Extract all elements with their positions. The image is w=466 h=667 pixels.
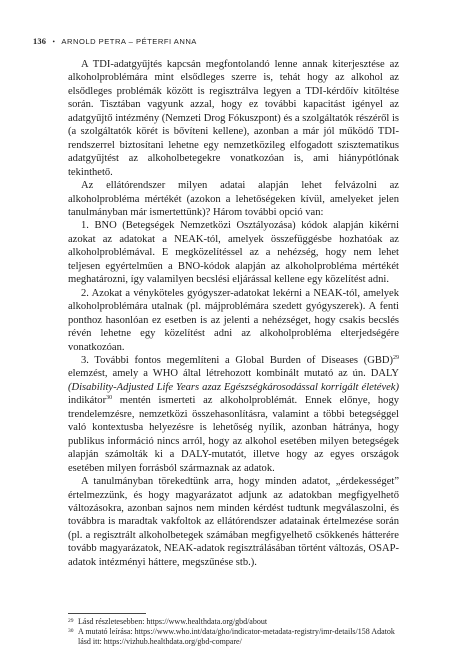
paragraph-option-1-bno: 1. BNO (Betegségek Nemzetközi Osztályozása) kódok alapján kikérni azokat az adatokat a NEAK-tól, amelyek összefüggésbe hozhatóak az alkoholproblémával. E megközelítéssel az a nehézség, hogy nem lehet teljesen egyértelműen a BNO-kódok alapján az alkoholprobléma mértékét meghatározni, így valamilyen becslési eljárással kellene egy közelítést adni. xyxy=(68,220,399,286)
footnote-30 xyxy=(68,627,399,647)
footnote-ref-30[interactable]: 30 xyxy=(106,395,113,402)
paragraph-ellatorendszer: Az ellátórendszer milyen adatai alapján lehet felvázolni az alkoholprobléma mértékét (azokon a lehetőségeken kívül, amelyeket jelen tanulmányban már ismertettünk)? Három további opció van: xyxy=(68,180,399,218)
p3-text-d: mentén ismerteti az alkoholproblémát. Ennek előnye, hogy trendelemzésre, nemzetközi összehasonlításra, valamint a többi betegséggel való kontextusba helyezésre is lehetőség nyílik, azonban hátránya, hogy publikus információ nincs arról, hogy az alkohol esetében milyen betegségek alapján számolták ki a DALY-mutatót, illetve hogy az egyes országok esetében milyen forrásból származnak az adatok. xyxy=(68,395,399,474)
p3-text-b: elemzést, amely a WHO által létrehozott kombinált mutató az ún. DALY xyxy=(68,368,399,380)
header-authors: ARNOLD PETRA – PÉTERFI ANNA xyxy=(61,37,197,46)
footnote-number: 29 xyxy=(68,618,74,624)
footnotes xyxy=(68,617,399,648)
p3-text-a: 3. További fontos megemlíteni a Global Burden of Diseases (GBD) xyxy=(81,354,393,366)
p3-italic-daly: (Disability-Adjusted Life Years azaz Egészségkárosodással korrigált életévek) xyxy=(68,381,399,393)
footnote-text: Lásd részletesebben: https://www.healthdata.org/gbd/about xyxy=(78,617,268,626)
paragraph-conclusion: A tanulmányban törekedtünk arra, hogy minden adatot, „érdekességet” értelmezzünk, és hogy magyarázatot adjunk az adatokban megfigyelhető változásokra, azonban sajnos nem minden kérdést tudtunk megválaszolni, és továbbra is maradtak vakfoltok az ellátórendszer adatainak értelmezése során (pl. a regisztrált alkoholbetegek számában megfigyelhető csökkenés hátterére tovább magyarázatok, NEAK-adatok regisztrálásában történt változás, OSAP-adatok intézményi háttere, megszűnése stb.). xyxy=(68,476,399,568)
p3-text-c: indikátor xyxy=(68,395,107,407)
footnote-number: 30 xyxy=(68,628,74,635)
paragraph-option-2-gyogyszer: 2. Azokat a vényköteles gyógyszer-adatokat lekérni a NEAK-tól, amelyek alkoholproblémára utalnak (pl. májproblémára szedett gyógyszerek). A fenti ponthoz hasonlóan ez esetben is az jelenti a nehézséget, hogy csakis becslés révén lehetne egy közelítést adni az alkoholprobléma elterjedségére vonatkozóan. xyxy=(68,287,399,353)
page-number: 136 xyxy=(33,37,47,46)
footnote-divider xyxy=(68,613,146,614)
body-text xyxy=(68,58,399,569)
footnote-ref-29[interactable]: 29 xyxy=(393,354,399,361)
running-header xyxy=(33,37,433,46)
paragraph-tdi: A TDI-adatgyűjtés kapcsán megfontolandó lenne annak kiterjesztése az alkoholproblémára mint elsődleges szerre is, tehát hogy az alkohol az elsődleges problémák között is regisztrálva legyen a TDI-kérdőív kitöltése során. Tisztában vagyunk azzal, hogy ez további kapacitást igényel az adatgyűjtő intézmény (Nemzeti Drog Fókuszpont) és a szolgáltatók részéről is (a szolgáltatók körét is bővíteni kellene), azonban a már jól működő TDI-rendszerrel biztosítani lehetne egy nemzetközileg elfogadott szisztematikus adatgyűjtést az alkoholbetegekre vonatkozóan is, ami hiánypótlónak tekinthető. xyxy=(68,59,399,178)
footnote-text: A mutató leírása: https://www.who.int/data/gho/indicator-metadata-registry/imr-details/158 Adatok lásd itt: https://vizhub.healthdata.org/gbd-compare/ xyxy=(78,627,395,647)
footnote-29 xyxy=(68,617,399,627)
header-separator: • xyxy=(52,38,56,46)
paragraph-option-3-gbd xyxy=(68,354,399,475)
